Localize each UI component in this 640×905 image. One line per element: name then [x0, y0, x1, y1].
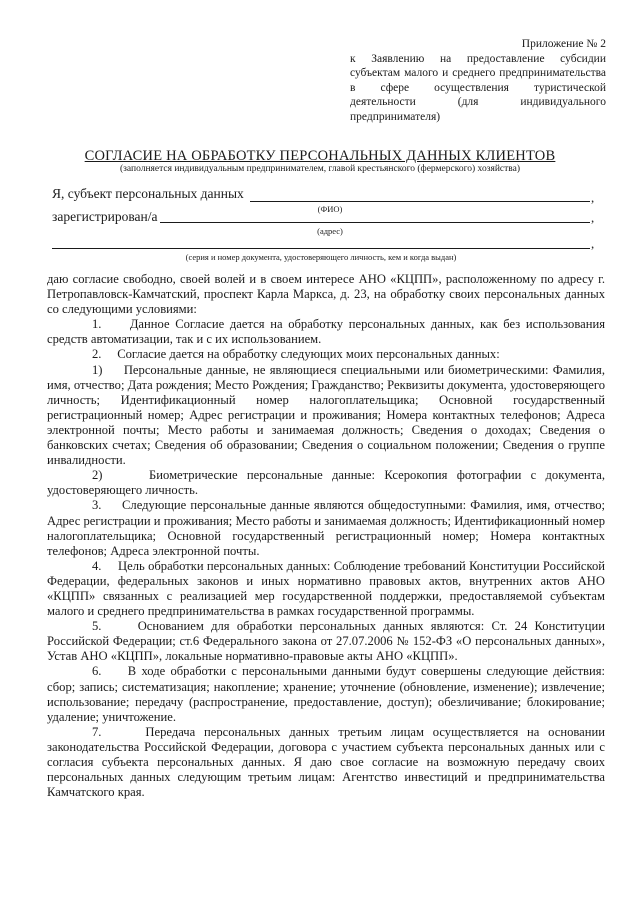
document-title: СОГЛАСИЕ НА ОБРАБОТКУ ПЕРСОНАЛЬНЫХ ДАННЫХ КЛИЕНТОВ [84, 148, 556, 164]
subject-label: Я, субъект персональных данных [52, 186, 244, 201]
clause-2-1: 1) Персональные данные, не являющиеся специальными или биометрическими: Фамилия, имя, отчество; Дата рождения; Место Рождения; Гражданство; Реквизиты документа, удостоверяющего личность; Идентификационный номер налогоплательщика; Основной государственный регистрационный номер; Адрес регистрации и проживания; Номера контактных телефонов; Адреса электронной почты; Место работы и занимаемая должность; Сведения о доходах; Сведения о банковских счетах; Сведения об образовании; Сведения о социальном положении; Сведения о группе инвалидности. [47, 362, 605, 468]
address-hint: (адрес) [317, 226, 343, 236]
appendix-body: к Заявлению на предоставление субсидии субъектам малого и среднего предпринимательства в сфере осуществления туристической деятельности (для индивидуального предпринимателя) [350, 52, 606, 123]
clause-7: 7. Передача персональных данных третьим лицам осуществляется на основании законодательства Российской Федерации, договора с участием субъекта персональных данных или с согласия субъекта персональных данных. Я даю свое согласие на возможную передачу своих персональных данных следующим третьим лицам: Агентство инвестиций и предпринимательства Камчатского края. [47, 724, 605, 800]
comma-mark: , [591, 210, 595, 225]
fio-input-line[interactable] [250, 201, 590, 202]
clause-6: 6. В ходе обработки с персональными данными будут совершены следующие действия: сбор; запись; систематизация; накопление; хранение; уточнение (обновление, изменение); извлечение; использование; передачу (распространение, предоставление, доступ); обезличивание; блокирование; удаление; уничтожение. [47, 664, 605, 724]
clause-5: 5. Основанием для обработки персональных данных являются: Ст. 24 Конституции Российской Федерации; ст.6 Федерального закона от 27.07.2006 № 152-ФЗ «О персональных данных», Устав АНО «КЦПП», локальные нормативно-правовые акты АНО «КЦПП». [47, 619, 605, 664]
fio-hint: (ФИО) [317, 204, 343, 214]
address-input-line[interactable] [160, 222, 590, 223]
clause-2-2: 2) Биометрические персональные данные: Ксерокопия фотографии с документа, удостоверяющего личность. [47, 468, 605, 498]
appendix-note [350, 37, 606, 125]
clause-3: 3. Следующие персональные данные являются общедоступными: Фамилия, имя, отчество; Адрес регистрации и проживания; Место работы и занимаемая должность; Идентификационный номер налогоплательщика; Основной государственный регистрационный номер; Номера контактных телефонов; Адреса электронной почты. [47, 498, 605, 558]
clause-2: 2. Согласие дается на обработку следующих моих персональных данных: [92, 347, 500, 362]
document-subtitle: (заполняется индивидуальным предпринимателем, главой крестьянского (фермерского) хозяйства) [119, 164, 521, 174]
comma-mark: , [591, 190, 595, 205]
passport-hint: (серия и номер документа, удостоверяющего личность, кем и когда выдан) [185, 252, 457, 262]
clause-1: 1. Данное Согласие дается на обработку персональных данных, как без использования средств автоматизации, так и с их использованием. [47, 317, 605, 347]
intro-paragraph: даю согласие свободно, своей волей и в своем интересе АНО «КЦПП», расположенному по адресу г. Петропавловск-Камчатский, проспект Карла Маркса, д. 23, на обработку своих персональных данных со следующими условиями: [47, 272, 605, 317]
registered-label: зарегистрирован/а [52, 209, 158, 224]
consent-body [47, 272, 605, 800]
clause-4: 4. Цель обработки персональных данных: Соблюдение требований Конституции Российской Федерации, федеральных законов и иных нормативно правовых актов, внутренних актов АНО «КЦПП» связанных с реализацией мер государственной поддержки, предоставляемой субъектам малого и среднего предпринимательства в рамках государственной программы. [47, 558, 605, 619]
comma-mark: , [591, 236, 595, 251]
appendix-title: Приложение № 2 [521, 38, 606, 50]
passport-input-line[interactable] [52, 248, 590, 249]
